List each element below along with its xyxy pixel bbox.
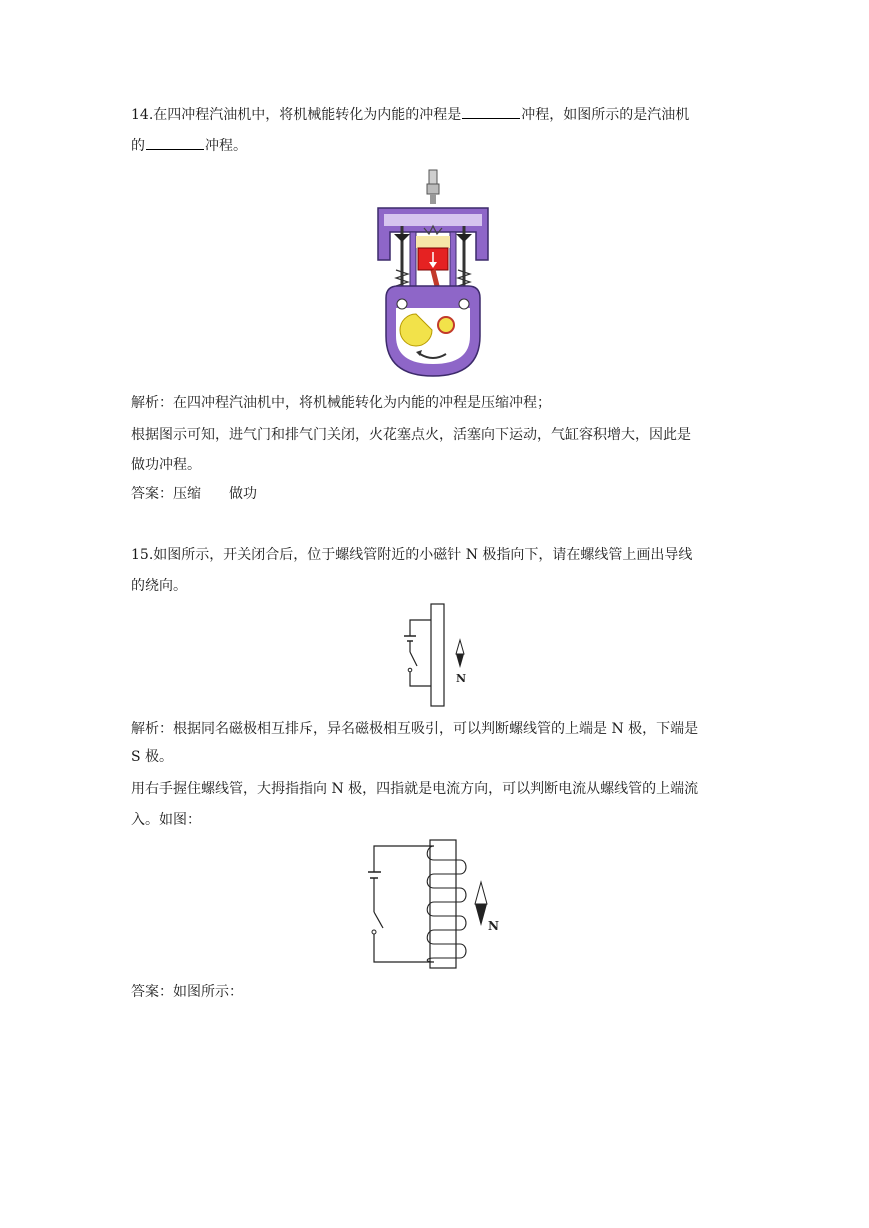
q15-analysis-3: 用右手握住螺线管，大拇指指向 N 极，四指就是电流方向，可以判断电流从螺线管的上端流 [131,781,699,797]
q15-analysis-4: 入。如图： [131,812,201,828]
q15-number: 15. [131,547,154,563]
q15-stem-line-1: 15.如图所示，开关闭合后，位于螺线管附近的小磁针 N 极指向下，请在螺线管上画出导线 [131,547,693,563]
answer-blank-1 [462,104,520,119]
q15-stem-line-2: 的绕向。 [131,578,187,594]
solenoid-circuit-question [400,600,475,710]
q15-analysis-2: S 极。 [131,749,174,765]
solenoid-circuit-answer [368,836,508,971]
q14-number: 14. [131,107,154,123]
q14-analysis-2: 根据图示可知，进气门和排气门关闭，火花塞点火，活塞向下运动，气缸容积增大，因此是 [131,427,691,443]
q15-answer: 答案：如图所示： [131,984,243,1000]
q14-stem-line-2: 的 冲程。 [131,135,247,156]
q14-stem-line-1: 14.在四冲程汽油机中，将机械能转化为内能的冲程是 冲程，如图所示的是汽油机 [131,104,689,125]
q14-answer: 答案：压缩 做功 [131,486,257,502]
q14-analysis-1: 解析：在四冲程汽油机中，将机械能转化为内能的冲程是压缩冲程； [131,395,551,411]
answer-blank-2 [146,135,204,150]
engine-diagram [372,168,494,380]
needle-n-label: N [456,672,467,685]
q15-analysis-1: 解析：根据同名磁极相互排斥，异名磁极相互吸引，可以判断螺线管的上端是 N 极，下端是 [131,721,699,737]
needle-n-label-answer: N [488,919,499,933]
q14-analysis-3: 做功冲程。 [131,457,201,473]
